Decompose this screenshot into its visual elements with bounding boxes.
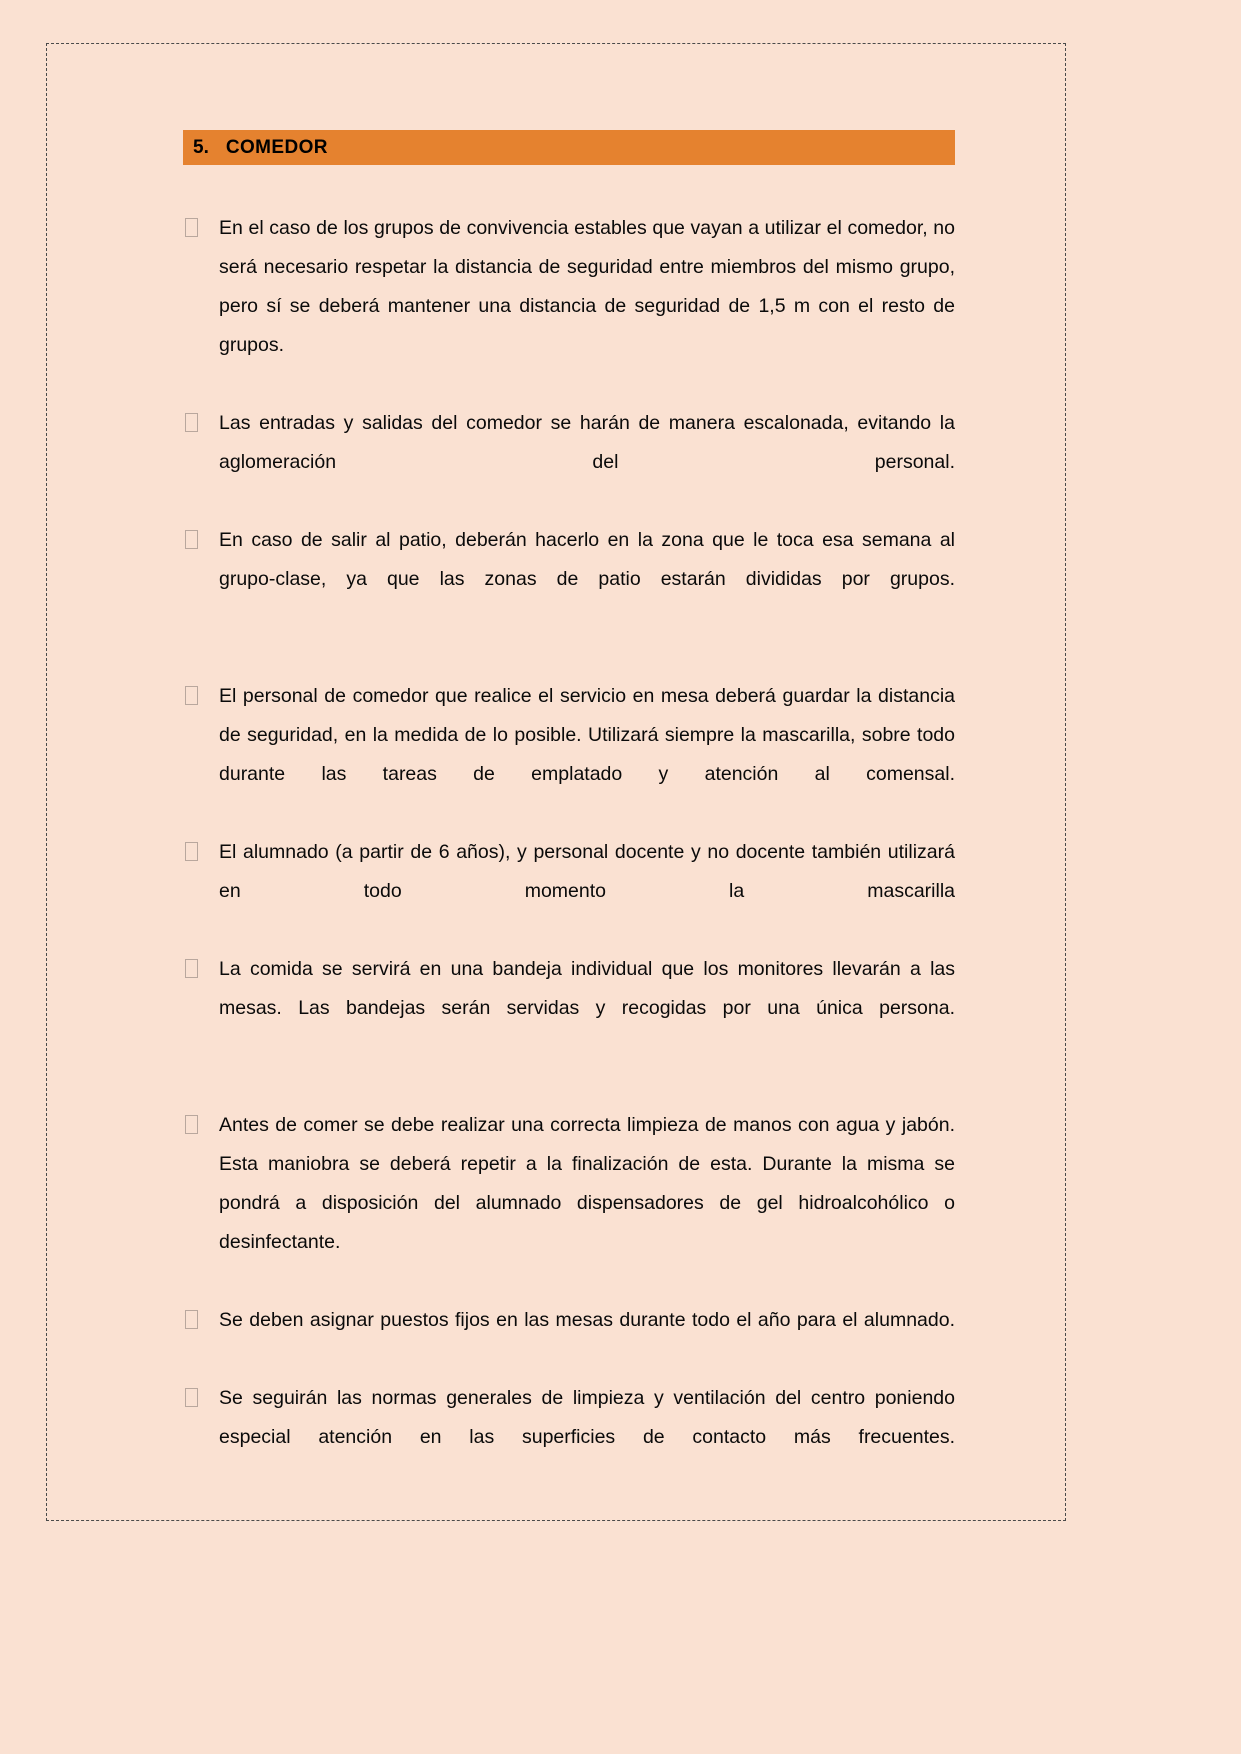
list-item — [183, 677, 955, 833]
bullet-box-icon — [185, 686, 198, 705]
bullet-box-icon — [185, 842, 198, 861]
list-item-text: Se deben asignar puestos fijos en las mesas durante todo el año para el alumnado. — [219, 1309, 955, 1331]
list-item-text: La comida se servirá en una bandeja individual que los monitores llevarán a las mesas. Las bandejas serán servidas y recogidas por una única persona. — [219, 958, 955, 1019]
bullet-box-icon — [185, 530, 198, 549]
bullet-box-icon — [185, 959, 198, 978]
bullet-box-icon — [185, 1388, 198, 1407]
page-content — [183, 130, 955, 1496]
bullet-box-icon — [185, 1115, 198, 1134]
list-item-text: El personal de comedor que realice el servicio en mesa deberá guardar la distancia de seguridad, en la medida de lo posible. Utilizará siempre la mascarilla, sobre todo durante las tareas de emplatado y atención al comensal. — [219, 685, 955, 785]
list-item — [183, 1301, 955, 1379]
section-heading-bar — [183, 130, 955, 165]
bullet-box-icon — [185, 413, 198, 432]
section-number: 5. — [193, 136, 209, 158]
list-item — [183, 950, 955, 1067]
list-item-text: En caso de salir al patio, deberán hacerlo en la zona que le toca esa semana al grupo-clase, ya que las zonas de patio estarán divididas por grupos. — [219, 529, 955, 590]
list-item-text: El alumnado (a partir de 6 años), y personal docente y no docente también utilizará en todo momento la mascarilla — [219, 841, 955, 902]
list-item-text: Las entradas y salidas del comedor se harán de manera escalonada, evitando la aglomeración del personal. — [219, 412, 955, 473]
bullet-box-icon — [185, 1310, 198, 1329]
list-item — [183, 833, 955, 950]
bullet-box-icon — [185, 218, 198, 237]
list-item-text: En el caso de los grupos de convivencia estables que vayan a utilizar el comedor, no será necesario respetar la distancia de seguridad entre miembros del mismo grupo, pero sí se deberá mantener una distancia de seguridad de 1,5 m con el resto de grupos. — [219, 217, 955, 356]
list-item — [183, 209, 955, 404]
list-item-text: Se seguirán las normas generales de limpieza y ventilación del centro poniendo especial atención en las superficies de contacto más frecuentes. — [219, 1387, 955, 1448]
list-item-text: Antes de comer se debe realizar una correcta limpieza de manos con agua y jabón. Esta maniobra se deberá repetir a la finalización de esta. Durante la misma se pondrá a disposición del alumnado dispensadores de gel hidroalcohólico o desinfectante. — [219, 1114, 955, 1253]
list-item — [183, 404, 955, 521]
list-item — [183, 521, 955, 638]
comedor-bullet-list — [183, 209, 955, 1496]
section-title: COMEDOR — [225, 136, 328, 158]
list-item — [183, 1379, 955, 1496]
list-item — [183, 1106, 955, 1301]
